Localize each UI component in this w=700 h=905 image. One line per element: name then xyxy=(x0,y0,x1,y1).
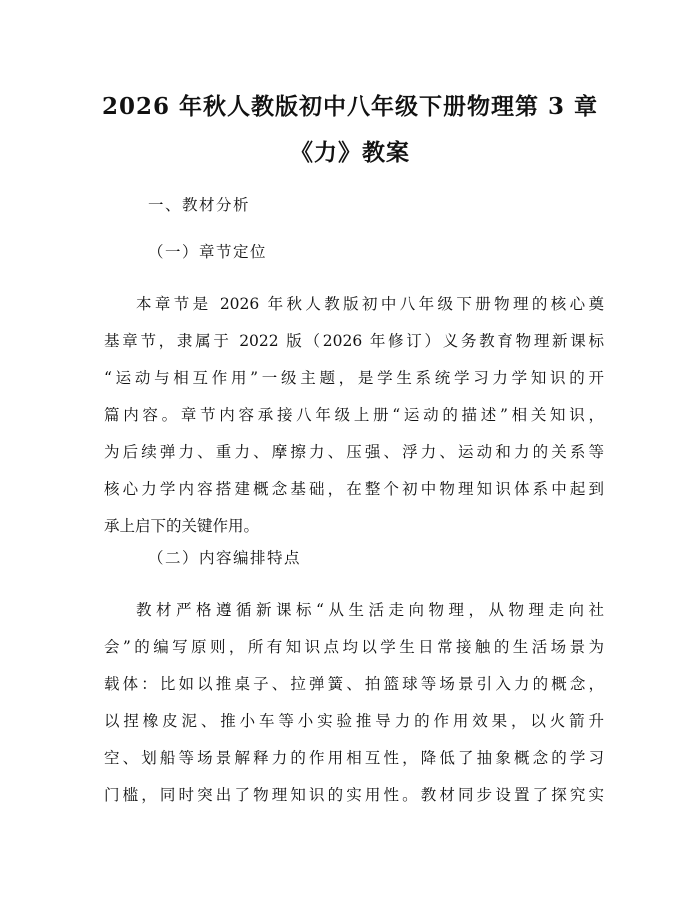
paragraph-line: 门槛，同时突出了物理知识的实用性。教材同步设置了探究实 xyxy=(104,786,604,804)
paragraph-line: 篇内容。章节内容承接八年级上册“运动的描述”相关知识， xyxy=(104,406,604,424)
paragraph-line: 核心力学内容搭建概念基础，在整个初中物理知识体系中起到 xyxy=(104,480,604,498)
subsection-heading-content-arrangement: （二）内容编排特点 xyxy=(148,549,302,567)
document-title-line-1: 2026 年秋人教版初中八年级下册物理第 3 章 xyxy=(101,93,599,120)
paragraph-line: 教材严格遵循新课标“从生活走向物理，从物理走向社 xyxy=(136,601,604,619)
paragraph-content-arrangement xyxy=(104,592,604,814)
paragraph-line: “运动与相互作用”一级主题，是学生系统学习力学知识的开 xyxy=(104,369,604,387)
paragraph-line: 承上启下的关键作用。 xyxy=(104,517,260,535)
paragraph-line: 载体：比如以推桌子、拉弹簧、拍篮球等场景引入力的概念， xyxy=(104,675,604,693)
section-heading-textbook-analysis: 一、教材分析 xyxy=(148,196,251,214)
paragraph-line: 会”的编写原则，所有知识点均以学生日常接触的生活场景为 xyxy=(104,638,604,656)
paragraph-line: 以捏橡皮泥、推小车等小实验推导力的作用效果，以火箭升 xyxy=(104,712,604,730)
document-title-line-2: 《力》教案 xyxy=(290,139,410,166)
subsection-heading-chapter-positioning: （一）章节定位 xyxy=(148,243,268,261)
paragraph-line: 为后续弹力、重力、摩擦力、压强、浮力、运动和力的关系等 xyxy=(104,443,604,461)
paragraph-line: 本章节是 2026 年秋人教版初中八年级下册物理的核心奠 xyxy=(136,295,604,313)
paragraph-line: 基章节，隶属于 2022 版（2026 年修订）义务教育物理新课标 xyxy=(104,332,604,350)
paragraph-line: 空、划船等场景解释力的作用相互性，降低了抽象概念的学习 xyxy=(104,749,604,767)
paragraph-chapter-positioning xyxy=(104,286,604,545)
